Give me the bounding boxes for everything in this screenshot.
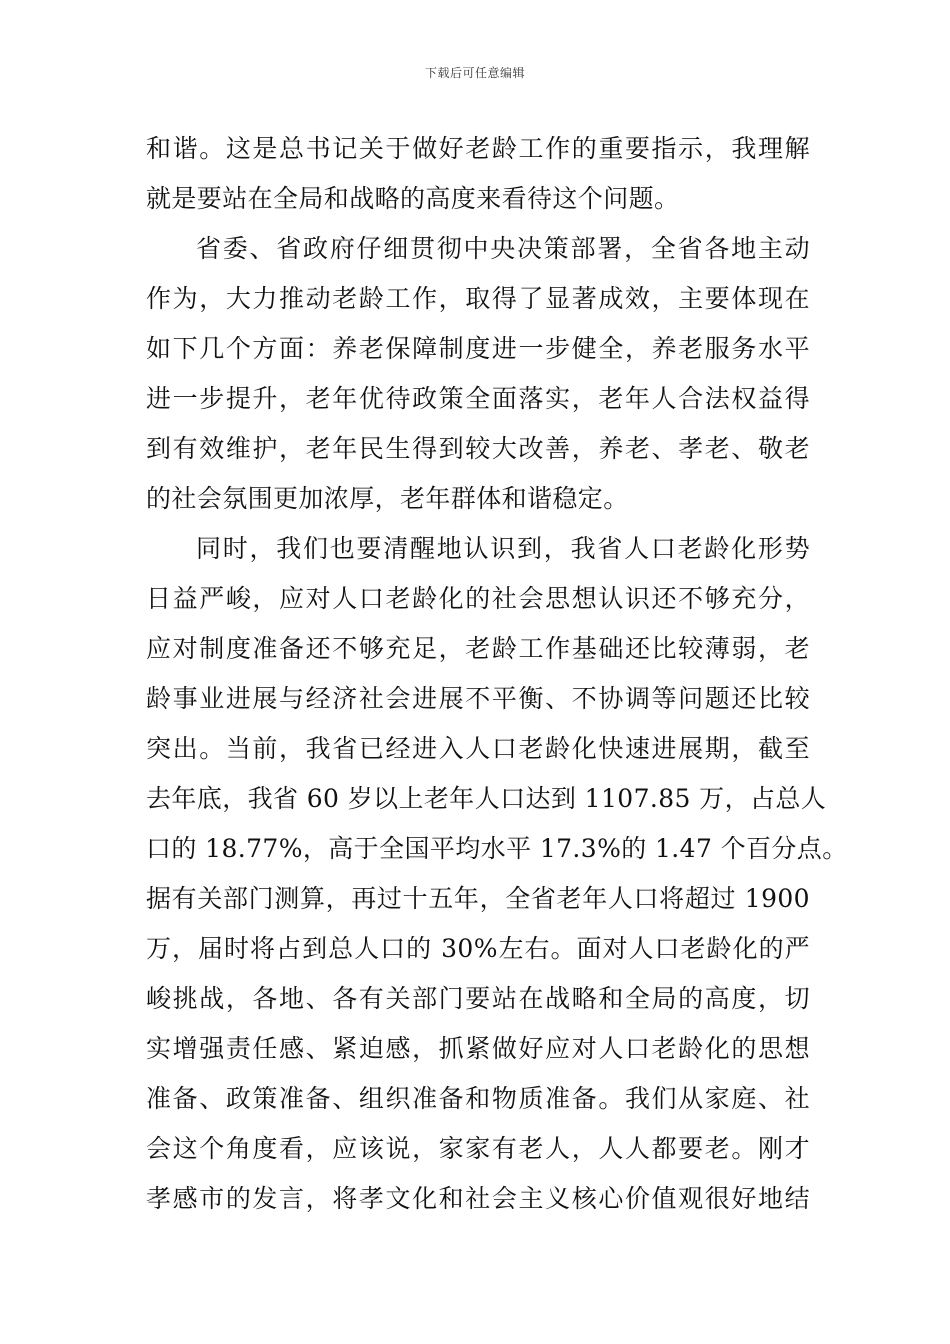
text-line: 应对制度准备还不够充足，老龄工作基础还比较薄弱，老 <box>146 634 810 663</box>
text-line: 就是要站在全局和战略的高度来看待这个问题。 <box>146 184 680 213</box>
text-line: 作为，大力推动老龄工作，取得了显著成效，主要体现在 <box>146 284 810 313</box>
text-line: 龄事业进展与经济社会进展不平衡、不协调等问题还比较 <box>146 684 810 713</box>
text-line: 同时，我们也要清醒地认识到，我省人口老龄化形势 <box>196 534 810 563</box>
paragraph-1 <box>146 124 810 224</box>
text-line: 进一步提升，老年优待政策全面落实，老年人合法权益得 <box>146 384 810 413</box>
text-line: 准备、政策准备、组织准备和物质准备。我们从家庭、社 <box>146 1084 810 1113</box>
text-line: 峻挑战，各地、各有关部门要站在战略和全局的高度，切 <box>146 984 810 1013</box>
text-line: 如下几个方面：养老保障制度进一步健全，养老服务水平 <box>146 334 810 363</box>
text-line: 实增强责任感、紧迫感，抓紧做好应对人口老龄化的思想 <box>146 1034 810 1063</box>
text-line: 突出。当前，我省已经进入人口老龄化快速进展期，截至 <box>146 734 810 763</box>
text-line: 据有关部门测算，再过十五年，全省老年人口将超过 1900 <box>146 884 810 913</box>
text-line: 到有效维护，老年民生得到较大改善，养老、孝老、敬老 <box>146 434 810 463</box>
text-line: 和谐。这是总书记关于做好老龄工作的重要指示，我理解 <box>146 134 810 163</box>
text-line: 去年底，我省 60 岁以上老年人口达到 1107.85 万，占总人 <box>146 784 827 813</box>
text-line: 孝感市的发言，将孝文化和社会主义核心价值观很好地结 <box>146 1184 810 1213</box>
text-line: 万，届时将占到总人口的 30%左右。面对人口老龄化的严 <box>146 934 810 963</box>
text-line: 省委、省政府仔细贯彻中央决策部署，全省各地主动 <box>196 234 810 263</box>
text-line: 口的 18.77%，高于全国平均水平 17.3%的 1.47 个百分点。 <box>146 834 848 863</box>
document-body <box>146 124 848 1224</box>
text-line: 的社会氛围更加浓厚，老年群体和谐稳定。 <box>146 484 629 513</box>
text-line: 日益严峻，应对人口老龄化的社会思想认识还不够充分， <box>146 584 810 613</box>
text-line: 会这个角度看，应该说，家家有老人，人人都要老。刚才 <box>146 1134 810 1163</box>
paragraph-2 <box>146 224 810 524</box>
paragraph-3 <box>146 524 848 1224</box>
page-header-note: 下载后可任意编辑 <box>424 66 525 80</box>
